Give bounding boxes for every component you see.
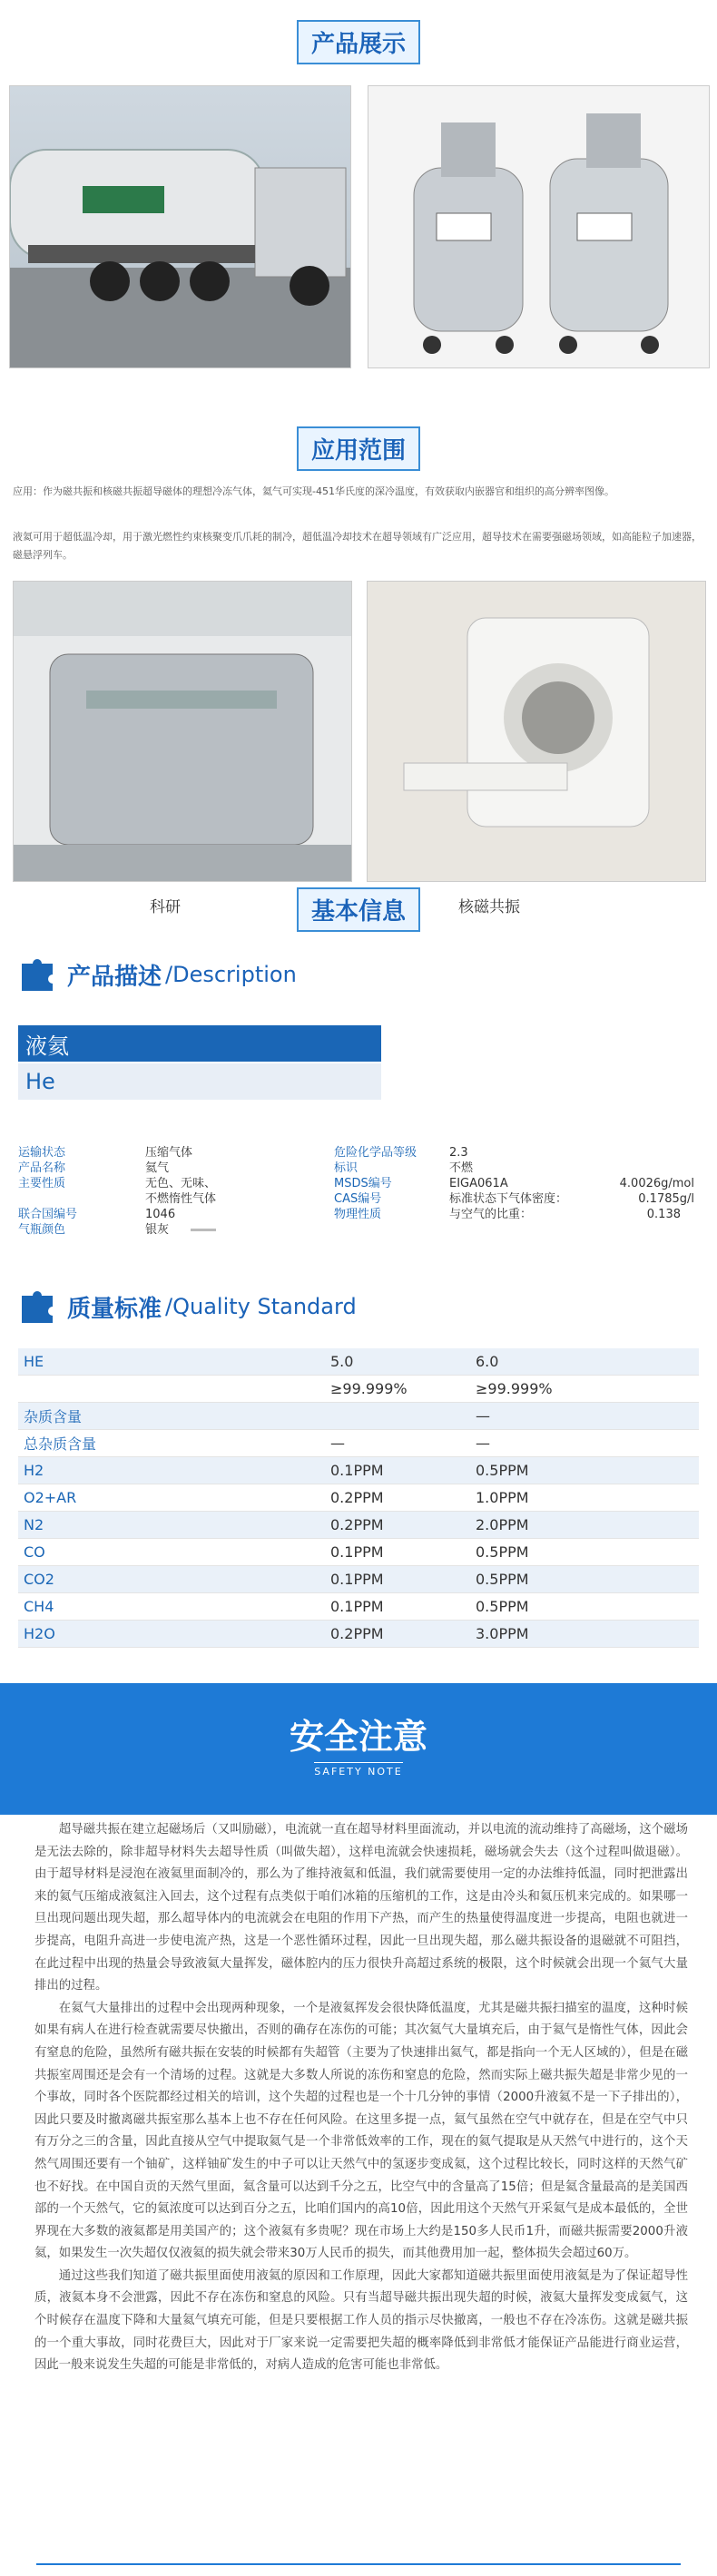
msds-row: [449, 1176, 694, 1191]
quality-table: [18, 1348, 699, 1648]
safety-text: [34, 1819, 688, 2377]
cas-label: CAS编号: [334, 1192, 382, 1206]
product-name-en: He: [18, 1063, 381, 1102]
msds-label: MSDS编号: [334, 1177, 392, 1190]
application-text-2: 液氦可用于超低温冷却，用于激光燃性约束核聚变爪爪耗的制冷，超低温冷却技术在超导领域有广泛应用，超导技术在需要强磁场领域，如高能粒子加速器，磁悬浮列车。: [13, 531, 702, 561]
info-values-left: [145, 1145, 327, 1238]
safety-paragraph-2: 在氦气大量排出的过程中会出现两种现象，一个是液氦挥发会很快降低温度，尤其是磁共振扫描室的温度，这种时候如果有病人在进行检查就需要尽快撤出，否则的确存在冻伤的可能；其次氦气大量填充后，由于氦气是惰性气体，因此会有窒息的危险，虽然所有磁共振在安装的时候都有失超管（主要为了快速排出氦气，都是指向一个无人区域的），但是在磁共振室周围还是会有一个清场的过程。这就是大多数人所说的冻伤和窒息的危险，然而实际上磁共振失超是非常少见的一个事故，同时各个医院都经过相关的培训，这个失超的过程也是一个十几分钟的事情（2000升液氦不是一下子排出的），因此只要及时撤离磁共振室那么基本上也不存在任何风险。在这里多提一点，氦气虽然在空气中就存在，但是在空气中只有万分之三的含量，因此直接从空气中提取氦气是一个非常低效率的工作，现在的氦气提取是从天然气中进行的，这个天然气周围还要有一个铀矿，这样铀矿发生的中子可以让天然气中的氢逐步变成氦，这个过程比较长，同时这样的天然气矿也不好找。在中国自贡的天然气里面，氦含量可以达到千分之五，比空气中的含量高了15倍；但是氦含量最高的是美国西部的一个天然气，它的氦浓度可以达到百分之五，比咱们国内的高10倍，因此用这个天然气开采氦气是成本最低的，全世界现在大多数的液氦都是用美国产的；这个液氦有多贵呢？现在市场上大约是150多人民币1升，而磁共振需要2000升液氦，如果发生一次失超仅仅液氦的损失就会带来30万人民币的损失，而其他费用加一起，整体损失会超过60万。: [34, 2001, 688, 2261]
ratio-row: [449, 1207, 681, 1222]
product-name-table: [18, 1025, 381, 1102]
product-name-value: 氦气: [145, 1161, 170, 1175]
section-title-product-show: 产品展示: [297, 20, 420, 64]
quality-standard-title: 质量标准: [67, 1295, 162, 1323]
quality-standard-subtitle: /Quality Standard: [165, 1294, 357, 1319]
cylinder-color-value: [145, 1222, 327, 1238]
table-row: 杂质含量 —: [18, 1403, 699, 1430]
table-row: CO 0.1PPM 0.5PPM: [18, 1539, 699, 1566]
density-row: [449, 1191, 694, 1207]
ratio-label: 与空气的比重：: [449, 1208, 533, 1221]
ratio-value: 0.138: [646, 1208, 681, 1221]
cylinder-color-label: 气瓶颜色: [18, 1223, 66, 1237]
application-text-1: 应用：作为磁共振和核磁共振超导磁体的理想冷冻气体，氦气可实现-451华氏度的深冷温度，有效获取内嵌器官和组织的高分辨率图像。: [13, 485, 614, 497]
hazard-value: 2.3: [449, 1146, 468, 1160]
safety-paragraph-1: 超导磁共振在建立起磁场后（又叫励磁），电流就一直在超导材料里面流动，并以电流的流动维持了高磁场，这个磁场是无法去除的，除非超导材料失去超导性质（叫做失超），这样电流就会快速损耗，磁场就会失去（这个过程叫做退磁）。由于超导材料是浸泡在液氦里面制冷的，那么为了维持液氦和低温，我们就需要使用一定的办法维持低温，同时把泄露出来的氦气压缩成液氦注入回去，这个过程有点类似于咱们冰箱的压缩机的工作，这是由冷头和氦压机来完成的。如果哪一旦出现问题出现失超，那么超导体内的电流就会在电阻的作用下产热，而产生的热量使得温度进一步提高，电阻也就进一步提高，电阻升高进一步使电流产热，这是一个恶性循环过程，因此一旦出现失超，那么磁共振设备的退磁就不可阻挡，在此过程中出现的热量会导致液氦大量挥发，磁体腔内的压力很快升高超过系统的极限，这个时候就会出现一个氦气大量排出的过程。: [34, 1823, 688, 1993]
msds-value: EIGA061A: [449, 1177, 508, 1190]
color-swatch: [191, 1229, 216, 1231]
un-number-label: 联合国编号: [18, 1208, 78, 1221]
main-property-label: 主要性质: [18, 1177, 66, 1190]
table-row: O2+AR 0.2PPM 1.0PPM: [18, 1484, 699, 1512]
table-row: HE 5.0 6.0: [18, 1348, 699, 1376]
table-row: ≥99.999% ≥99.999%: [18, 1376, 699, 1403]
table-row: N2 0.2PPM 2.0PPM: [18, 1512, 699, 1539]
quality-standard-header: [18, 1287, 357, 1327]
density-label: 标准状态下气体密度：: [449, 1192, 568, 1206]
tanker-truck-photo: [9, 85, 351, 368]
table-row: 总杂质含量 — —: [18, 1430, 699, 1457]
product-description-title: 产品描述: [67, 963, 162, 991]
safety-title: 安全注意: [289, 1717, 427, 1757]
table-row: H2O 0.2PPM 3.0PPM: [18, 1621, 699, 1648]
info-labels-left: [18, 1145, 145, 1238]
product-description-subtitle: /Description: [165, 962, 297, 987]
puzzle-icon: [18, 955, 58, 994]
section-title-basic-info: 基本信息: [297, 887, 420, 932]
mark-label: 标识: [334, 1161, 358, 1175]
product-name-label: 产品名称: [18, 1161, 66, 1175]
caption-mri: 核磁共振: [458, 898, 520, 916]
safety-subtitle: SAFETY NOTE: [314, 1762, 402, 1778]
transport-state-label: 运输状态: [18, 1146, 66, 1160]
un-number-value: 1046: [145, 1208, 176, 1221]
table-row: CO2 0.1PPM 0.5PPM: [18, 1566, 699, 1593]
puzzle-icon: [18, 1287, 58, 1327]
safety-banner: [0, 1683, 717, 1815]
molar-mass-value: 4.0026g/mol: [619, 1177, 694, 1190]
cylinder-color-text: 银灰: [145, 1223, 170, 1237]
table-row: H2 0.1PPM 0.5PPM: [18, 1457, 699, 1484]
product-description-header: [18, 955, 297, 994]
transport-state-value: 压缩气体: [145, 1146, 193, 1160]
main-property-value-1: 无色、无味、: [145, 1177, 217, 1190]
safety-subtitle-wrap: [0, 1761, 717, 1778]
table-row: CH4 0.1PPM 0.5PPM: [18, 1593, 699, 1621]
research-lab-photo: [13, 581, 352, 882]
density-value: 0.1785g/l: [638, 1192, 694, 1206]
physical-label: 物理性质: [334, 1208, 382, 1221]
info-values-right: [449, 1145, 712, 1222]
bottom-divider: [36, 2563, 681, 2565]
info-labels-right: [334, 1145, 452, 1222]
section-title-application: 应用范围: [297, 426, 420, 471]
safety-paragraph-3: 通过这些我们知道了磁共振里面使用液氦的原因和工作原理，因此大家都知道磁共振里面使用液氦是为了保证超导性质，液氦本身不会泄露，因此不存在冻伤和窒息的风险。只有当超导磁共振出现失超的时候，液氦大量挥发变成氦气，这个时候存在温度下降和大量氦气填充可能，但是只要根据工作人员的指示尽快撤离，一般也不存在冷冻伤。这就是磁共振的一个重大事故，同时花费巨大，因此对于厂家来说一定需要把失超的概率降低到非常低才能保证产品能进行商业运营，因此一般来说发生失超的可能是非常低的，对病人造成的危害可能也非常低。: [34, 2268, 688, 2373]
mri-machine-photo: [367, 581, 706, 882]
product-name-cn: 液氦: [18, 1025, 381, 1063]
mark-value: 不燃: [449, 1161, 474, 1175]
hazard-label: 危险化学品等级: [334, 1146, 417, 1160]
caption-research: 科研: [150, 898, 181, 916]
dewar-tanks-photo: [368, 85, 710, 368]
main-property-value-2: 不燃惰性气体: [145, 1192, 217, 1206]
